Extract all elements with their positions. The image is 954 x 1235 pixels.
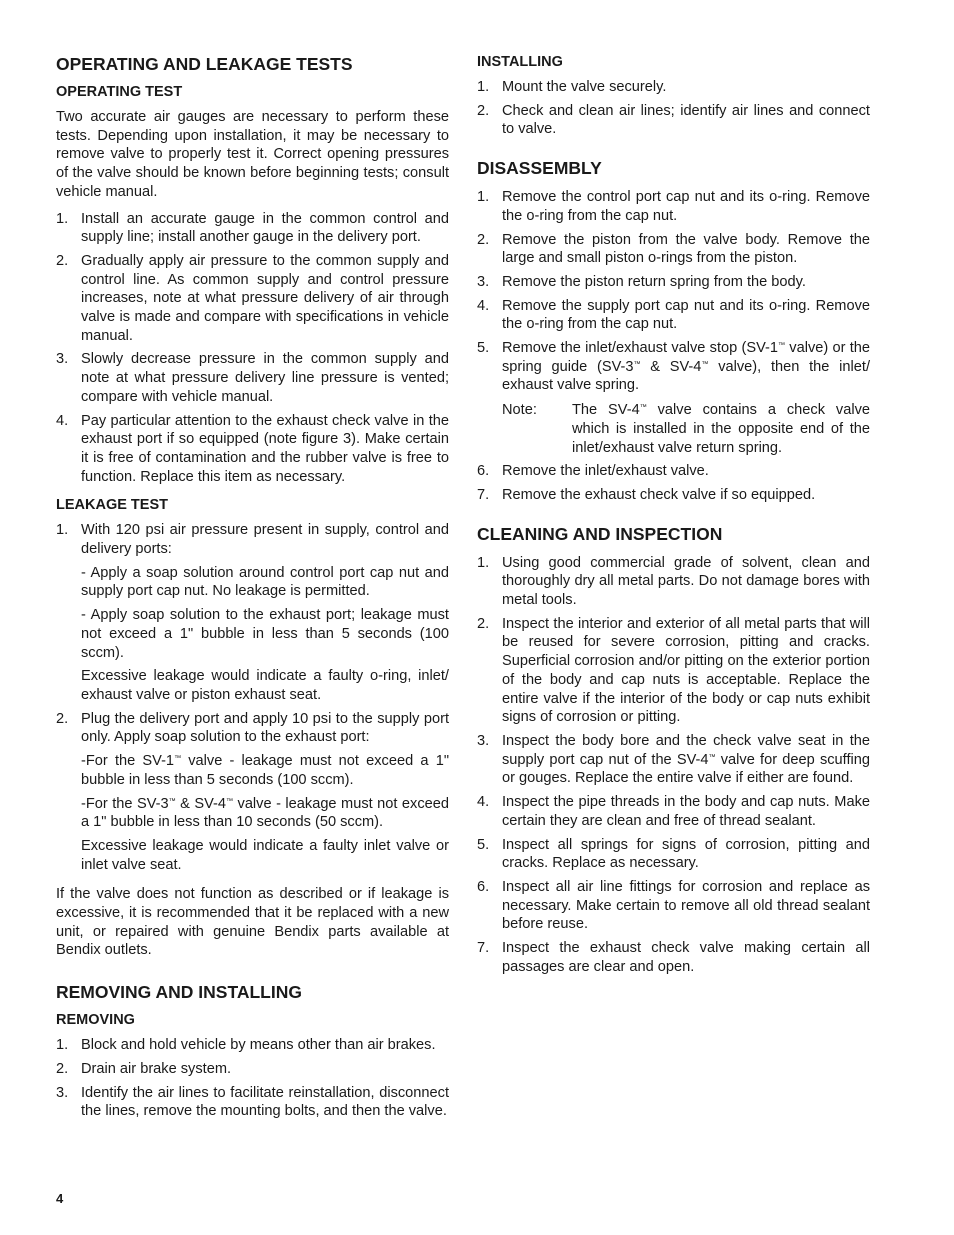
cleaning-steps [477, 554, 870, 977]
operating-test-steps [56, 210, 449, 487]
subheading-operating-test: OPERATING TEST [56, 84, 183, 100]
list-item: 4. Remove the supply port cap nut and its o-ring. Remove the o-ring from the cap nut. [477, 297, 870, 333]
list-item: 3. Remove the piston return spring from the body. [477, 273, 806, 290]
list-item: 1. Install an accurate gauge in the common control and supply line; install another gauge in the delivery port. [56, 210, 449, 246]
installing-steps [477, 78, 870, 139]
list-item: 2. Drain air brake system. [56, 1060, 232, 1077]
list-item: 3. Identify the air lines to facilitate reinstallation, disconnect the lines, remove the mounting bolts, and then the valve. [56, 1084, 449, 1120]
subheading-installing: INSTALLING [477, 54, 563, 70]
right-column [477, 54, 870, 981]
leakage-step-detail: Excessive leakage would indicate a faulty o-ring, inlet/ exhaust valve or piston exhaust seat. [81, 668, 449, 703]
list-item: 2. Gradually apply air pressure to the common supply and control line. As common supply and control pressure increases, note at what pressure delivery of air through valve is made and compare with specifications in vehicle manual. [56, 252, 449, 344]
list-item: 3. Inspect the body bore and the check valve seat in the supply port cap nut of the SV-4™ valve for deep scuffing or gouges. Replace the entire valve if either are found. [477, 732, 870, 787]
leakage-step-detail: -For the SV-1™ valve - leakage must not exceed a 1" bubble in less than 5 seconds (100 sccm). [81, 753, 449, 788]
list-item: 1. With 120 psi air pressure present in supply, control and delivery ports: - Apply a soap solution around control port cap nut and supply port cap nut. No leakage is permitted. - Apply soap solution to the exhaust port; leakage must not exceed a 1" bubble in less than 5 seconds (100 sccm). Excessive leakage would indicate a faulty o-ring, inlet/ exhaust valve or piston exhaust seat. [56, 522, 449, 703]
list-item: 3. Slowly decrease pressure in the common supply and note at what pressure delivery line pressure is vented; compare with vehicle manual. [56, 351, 449, 405]
list-item: 2. Plug the delivery port and apply 10 psi to the supply port only. Apply soap solution to the exhaust port: -For the SV-1™ valve - leakage must not exceed a 1" bubble in less than 5 seconds (100 sccm). -For the SV-3™ & SV-4™ valve - leakage must not exceed a 1" bubble in less than 10 seconds (50 sccm). Excessive leakage would indicate a faulty inlet valve or inlet valve seat. [56, 710, 449, 873]
replacement-paragraph: If the valve does not function as described or if leakage is excessive, it is recommended that it be replaced with a new unit, or repaired with genuine Bendix parts available at Bendix outlets. [56, 886, 449, 959]
operating-test-intro: Two accurate air gauges are necessary to perform these tests. Depending upon installation, it may be necessary to remove valve to properly test it. Correct opening pressures of the valve should be known before beginning tests; consult vehicle manual. [56, 109, 449, 200]
leakage-step-detail: - Apply soap solution to the exhaust port; leakage must not exceed a 1" bubble in less than 5 seconds (100 sccm). [81, 607, 449, 661]
note: Note: The SV-4™ valve contains a check valve which is installed in the opposite end of the inlet/exhaust valve return spring. [502, 402, 870, 456]
list-item: 2. Check and clean air lines; identify air lines and connect to valve. [477, 102, 870, 138]
heading-operating-leakage-tests: OPERATING AND LEAKAGE TESTS [56, 54, 353, 74]
list-item: 6. Inspect all air line fittings for corrosion and replace as necessary. Make certain to remove all old thread sealant before reuse. [477, 878, 870, 933]
list-item: 4. Inspect the pipe threads in the body and cap nuts. Make certain they are clean and free of thread sealant. [477, 794, 870, 829]
left-column [56, 54, 449, 1126]
leakage-step-detail: - Apply a soap solution around control port cap nut and supply port cap nut. No leakage is permitted. [81, 564, 449, 600]
leakage-step-detail: Excessive leakage would indicate a faulty inlet valve or inlet valve seat. [81, 837, 449, 873]
list-item: 4. Pay particular attention to the exhaust check valve in the exhaust port if so equipped (note figure 3). Make certain it is free of contamination and the rubber valve is free to function. Replace this item as necessary. [56, 412, 449, 485]
disassembly-steps [477, 188, 870, 505]
list-item: 2. Inspect the interior and exterior of all metal parts that will be reused for severe corrosion, pitting and cracks. Superficial corrosion and/or pitting on the exterior portion of the body and cap nuts is acceptable. Replace the entire valve if the interior of the body or cap nuts exhibit signs of corrosion or pitting. [477, 615, 870, 726]
list-item: 1. Block and hold vehicle by means other than air brakes. [56, 1037, 436, 1054]
list-item: 1. Mount the valve securely. [477, 79, 667, 95]
list-item: 5. Inspect all springs for signs of corrosion, pitting and cracks. Replace as necessary. [477, 836, 870, 872]
list-item: 7. Remove the exhaust check valve if so equipped. [477, 486, 816, 503]
leakage-step-detail: -For the SV-3™ & SV-4™ valve - leakage must not exceed a 1" bubble in less than 10 seconds (50 sccm). [81, 795, 449, 831]
page-number: 4 [56, 1191, 64, 1206]
list-item: 5. Remove the inlet/exhaust valve stop (SV-1™ valve) or the spring guide (SV-3™ & SV-4™ valve), then the inlet/ exhaust valve spring. Note: The SV-4™ valve contains a check valve which is installed in the opposite end of the inlet/exhaust valve return spring. [477, 340, 871, 456]
list-item: 1. Remove the control port cap nut and its o-ring. Remove the o-ring from the cap nut. [477, 189, 870, 224]
list-item: 7. Inspect the exhaust check valve making certain all passages are clear and open. [477, 940, 870, 975]
heading-cleaning-inspection: CLEANING AND INSPECTION [477, 523, 723, 544]
list-item: 6. Remove the inlet/exhaust valve. [477, 463, 709, 480]
leakage-test-steps [56, 521, 449, 874]
list-item: 1. Using good commercial grade of solvent, clean and thoroughly dry all metal parts. Do not damage bores with metal tools. [477, 554, 870, 609]
subheading-leakage-test: LEAKAGE TEST [56, 497, 168, 514]
list-item: 2. Remove the piston from the valve body. Remove the large and small piston o-rings from the piston. [477, 231, 870, 267]
note-label: Note: [502, 402, 537, 419]
heading-removing-installing: REMOVING AND INSTALLING [56, 982, 302, 1003]
heading-disassembly: DISASSEMBLY [477, 158, 602, 179]
subheading-removing: REMOVING [56, 1012, 135, 1029]
removing-steps [56, 1036, 449, 1121]
